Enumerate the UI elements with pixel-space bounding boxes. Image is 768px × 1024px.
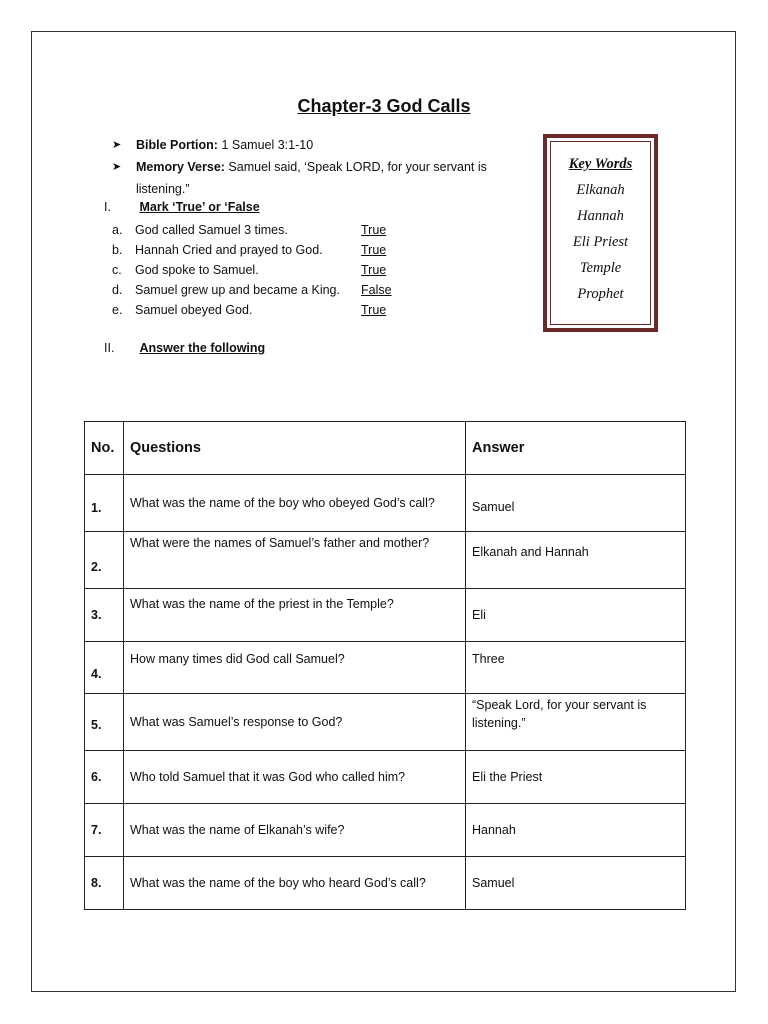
row-answer: Samuel (466, 857, 686, 910)
row-number: 8. (85, 857, 124, 910)
table-row (85, 751, 686, 804)
item-answer: True (361, 243, 387, 257)
row-answer: Samuel (466, 475, 686, 532)
table-row (85, 589, 686, 642)
row-question: How many times did God call Samuel? (124, 642, 466, 694)
row-number: 4. (85, 642, 124, 694)
row-number: 2. (85, 532, 124, 589)
row-question: What were the names of Samuel’s father and mother? (124, 532, 466, 589)
section-2-heading: Answer the following (139, 341, 266, 355)
section-2-number: II. (104, 341, 115, 355)
item-statement: God spoke to Samuel. (135, 263, 259, 277)
questions-table (84, 421, 686, 910)
table-row (85, 857, 686, 910)
item-letter: b. (112, 243, 123, 257)
item-letter: d. (112, 283, 123, 297)
memory-verse-label: Memory Verse: (136, 160, 225, 174)
item-letter: e. (112, 303, 123, 317)
item-answer: True (361, 303, 387, 317)
key-word: Eli Priest (572, 234, 629, 250)
row-answer: Three (466, 642, 686, 694)
row-question: What was the name of the boy who obeyed God’s call? (124, 475, 466, 532)
bible-portion (112, 134, 512, 156)
intro-bullets (112, 134, 512, 200)
row-answer: Eli the Priest (466, 751, 686, 804)
memory-verse (112, 156, 512, 200)
item-letter: c. (112, 263, 122, 277)
table-header-row (85, 422, 686, 475)
item-statement: Samuel obeyed God. (135, 303, 253, 317)
row-number: 7. (85, 804, 124, 857)
key-words-title: Key Words (568, 156, 633, 172)
key-words-box (543, 134, 658, 332)
row-number: 3. (85, 589, 124, 642)
memory-verse-value: Samuel said, ‘Speak LORD, for your servant is listening.” (136, 160, 487, 196)
section-1-heading: Mark ‘True’ or ‘False (139, 200, 260, 214)
section-1-header (104, 200, 260, 214)
arrow-bullet-icon: ➤ (112, 139, 122, 151)
section-1-number: I. (104, 200, 111, 214)
header-questions: Questions (124, 422, 466, 475)
header-no: No. (85, 422, 124, 475)
table-row (85, 804, 686, 857)
row-question: What was the name of Elkanah’s wife? (124, 804, 466, 857)
item-answer: False (361, 283, 392, 297)
item-statement: God called Samuel 3 times. (135, 223, 288, 237)
bible-portion-value: 1 Samuel 3:1-10 (221, 138, 314, 152)
row-answer: Eli (466, 589, 686, 642)
row-number: 5. (85, 694, 124, 751)
key-words-inner-frame (550, 141, 651, 325)
item-statement: Hannah Cried and prayed to God. (135, 243, 323, 257)
row-answer: Elkanah and Hannah (466, 532, 686, 589)
table-row (85, 694, 686, 751)
row-number: 6. (85, 751, 124, 804)
table-row (85, 642, 686, 694)
header-answer: Answer (466, 422, 686, 475)
row-question: Who told Samuel that it was God who called him? (124, 751, 466, 804)
item-letter: a. (112, 223, 123, 237)
row-question: What was the name of the priest in the Temple? (124, 589, 466, 642)
row-answer: “Speak Lord, for your servant is listening.” (466, 694, 686, 751)
key-word: Temple (579, 260, 622, 276)
item-answer: True (361, 223, 387, 237)
key-word: Prophet (577, 286, 624, 302)
row-question: What was Samuel’s response to God? (124, 694, 466, 751)
table-row (85, 532, 686, 589)
page-title: Chapter-3 God Calls (297, 96, 471, 116)
row-answer: Hannah (466, 804, 686, 857)
arrow-bullet-icon: ➤ (112, 161, 122, 173)
row-number: 1. (85, 475, 124, 532)
row-question: What was the name of the boy who heard God’s call? (124, 857, 466, 910)
key-word: Hannah (577, 208, 624, 224)
key-word: Elkanah (576, 182, 625, 198)
table-row (85, 475, 686, 532)
item-statement: Samuel grew up and became a King. (135, 283, 340, 297)
section-2-header (104, 341, 265, 355)
item-answer: True (361, 263, 387, 277)
bible-portion-label: Bible Portion: (136, 138, 218, 152)
